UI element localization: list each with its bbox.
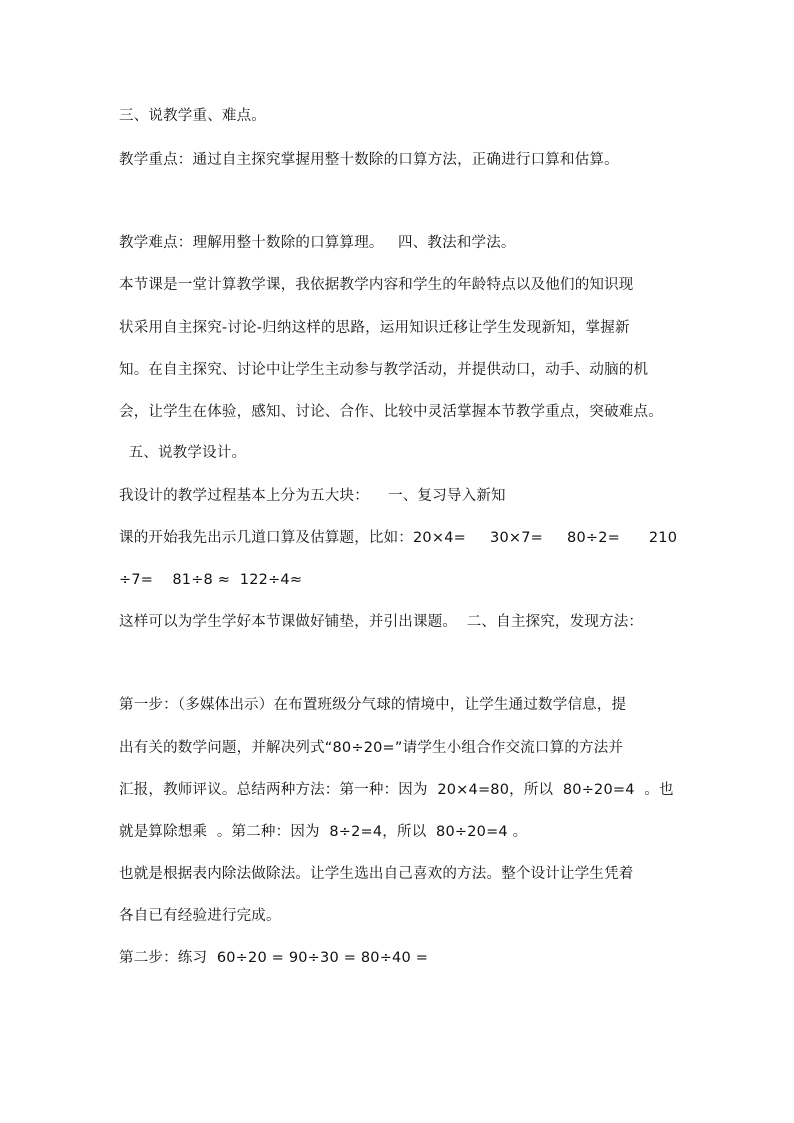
paragraph-line: 知。在自主探究、讨论中让学生主动参与教学活动，并提供动口，动手、动脑的机 xyxy=(119,362,649,378)
paragraph-line: 会，让学生在体验，感知、讨论、合作、比较中灵活掌握本节教学重点，突破难点。 xyxy=(119,404,663,420)
heading-key-points: 三、说教学重、难点。 xyxy=(119,108,266,124)
heading-teaching-design: 五、说教学设计。 xyxy=(119,445,247,461)
paragraph-line: 我设计的教学过程基本上分为五大块： 一、复习导入新知 xyxy=(119,488,506,504)
paragraph-line: 汇报，教师评议。总结两种方法：第一种：因为 20×4=80，所以 80÷20=4 。也 xyxy=(119,782,674,798)
paragraph-line: 就是算除想乘 。第二种：因为 8÷2=4，所以 80÷20=4 。 xyxy=(119,824,528,840)
paragraph-line: 第二步：练习 60÷20 = 90÷30 = 80÷40 = xyxy=(119,950,429,966)
paragraph-teaching-difficulty: 教学难点：理解用整十数除的口算算理。 四、教法和学法。 xyxy=(119,235,516,251)
paragraph-teaching-focus: 教学重点：通过自主探究掌握用整十数除的口算方法，正确进行口算和估算。 xyxy=(119,152,619,168)
paragraph-line: 课的开始我先出示几道口算及估算题，比如：20×4= 30×7= 80÷2= 210 xyxy=(119,530,678,546)
paragraph-line: 出有关的数学问题，并解决列式“80÷20=”请学生小组合作交流口算的方法并 xyxy=(119,740,624,756)
paragraph-line: 状采用自主探究-讨论-归纳这样的思路，运用知识迁移让学生发现新知，掌握新 xyxy=(119,320,630,336)
paragraph-line: ÷7= 81÷8 ≈ 122÷4≈ xyxy=(119,572,303,588)
paragraph-line: 各自已有经验进行完成。 xyxy=(119,908,281,924)
paragraph-line: 这样可以为学生学好本节课做好铺垫，并引出课题。 二、自主探究，发现方法： xyxy=(119,614,644,630)
paragraph-line: 也就是根据表内除法做除法。让学生选出自己喜欢的方法。整个设计让学生凭着 xyxy=(119,866,634,882)
paragraph-line: 本节课是一堂计算教学课，我依据教学内容和学生的年龄特点以及他们的知识现 xyxy=(119,277,634,293)
paragraph-line: 第一步：（多媒体出示）在布置班级分气球的情境中，让学生通过数学信息，提 xyxy=(119,697,627,713)
